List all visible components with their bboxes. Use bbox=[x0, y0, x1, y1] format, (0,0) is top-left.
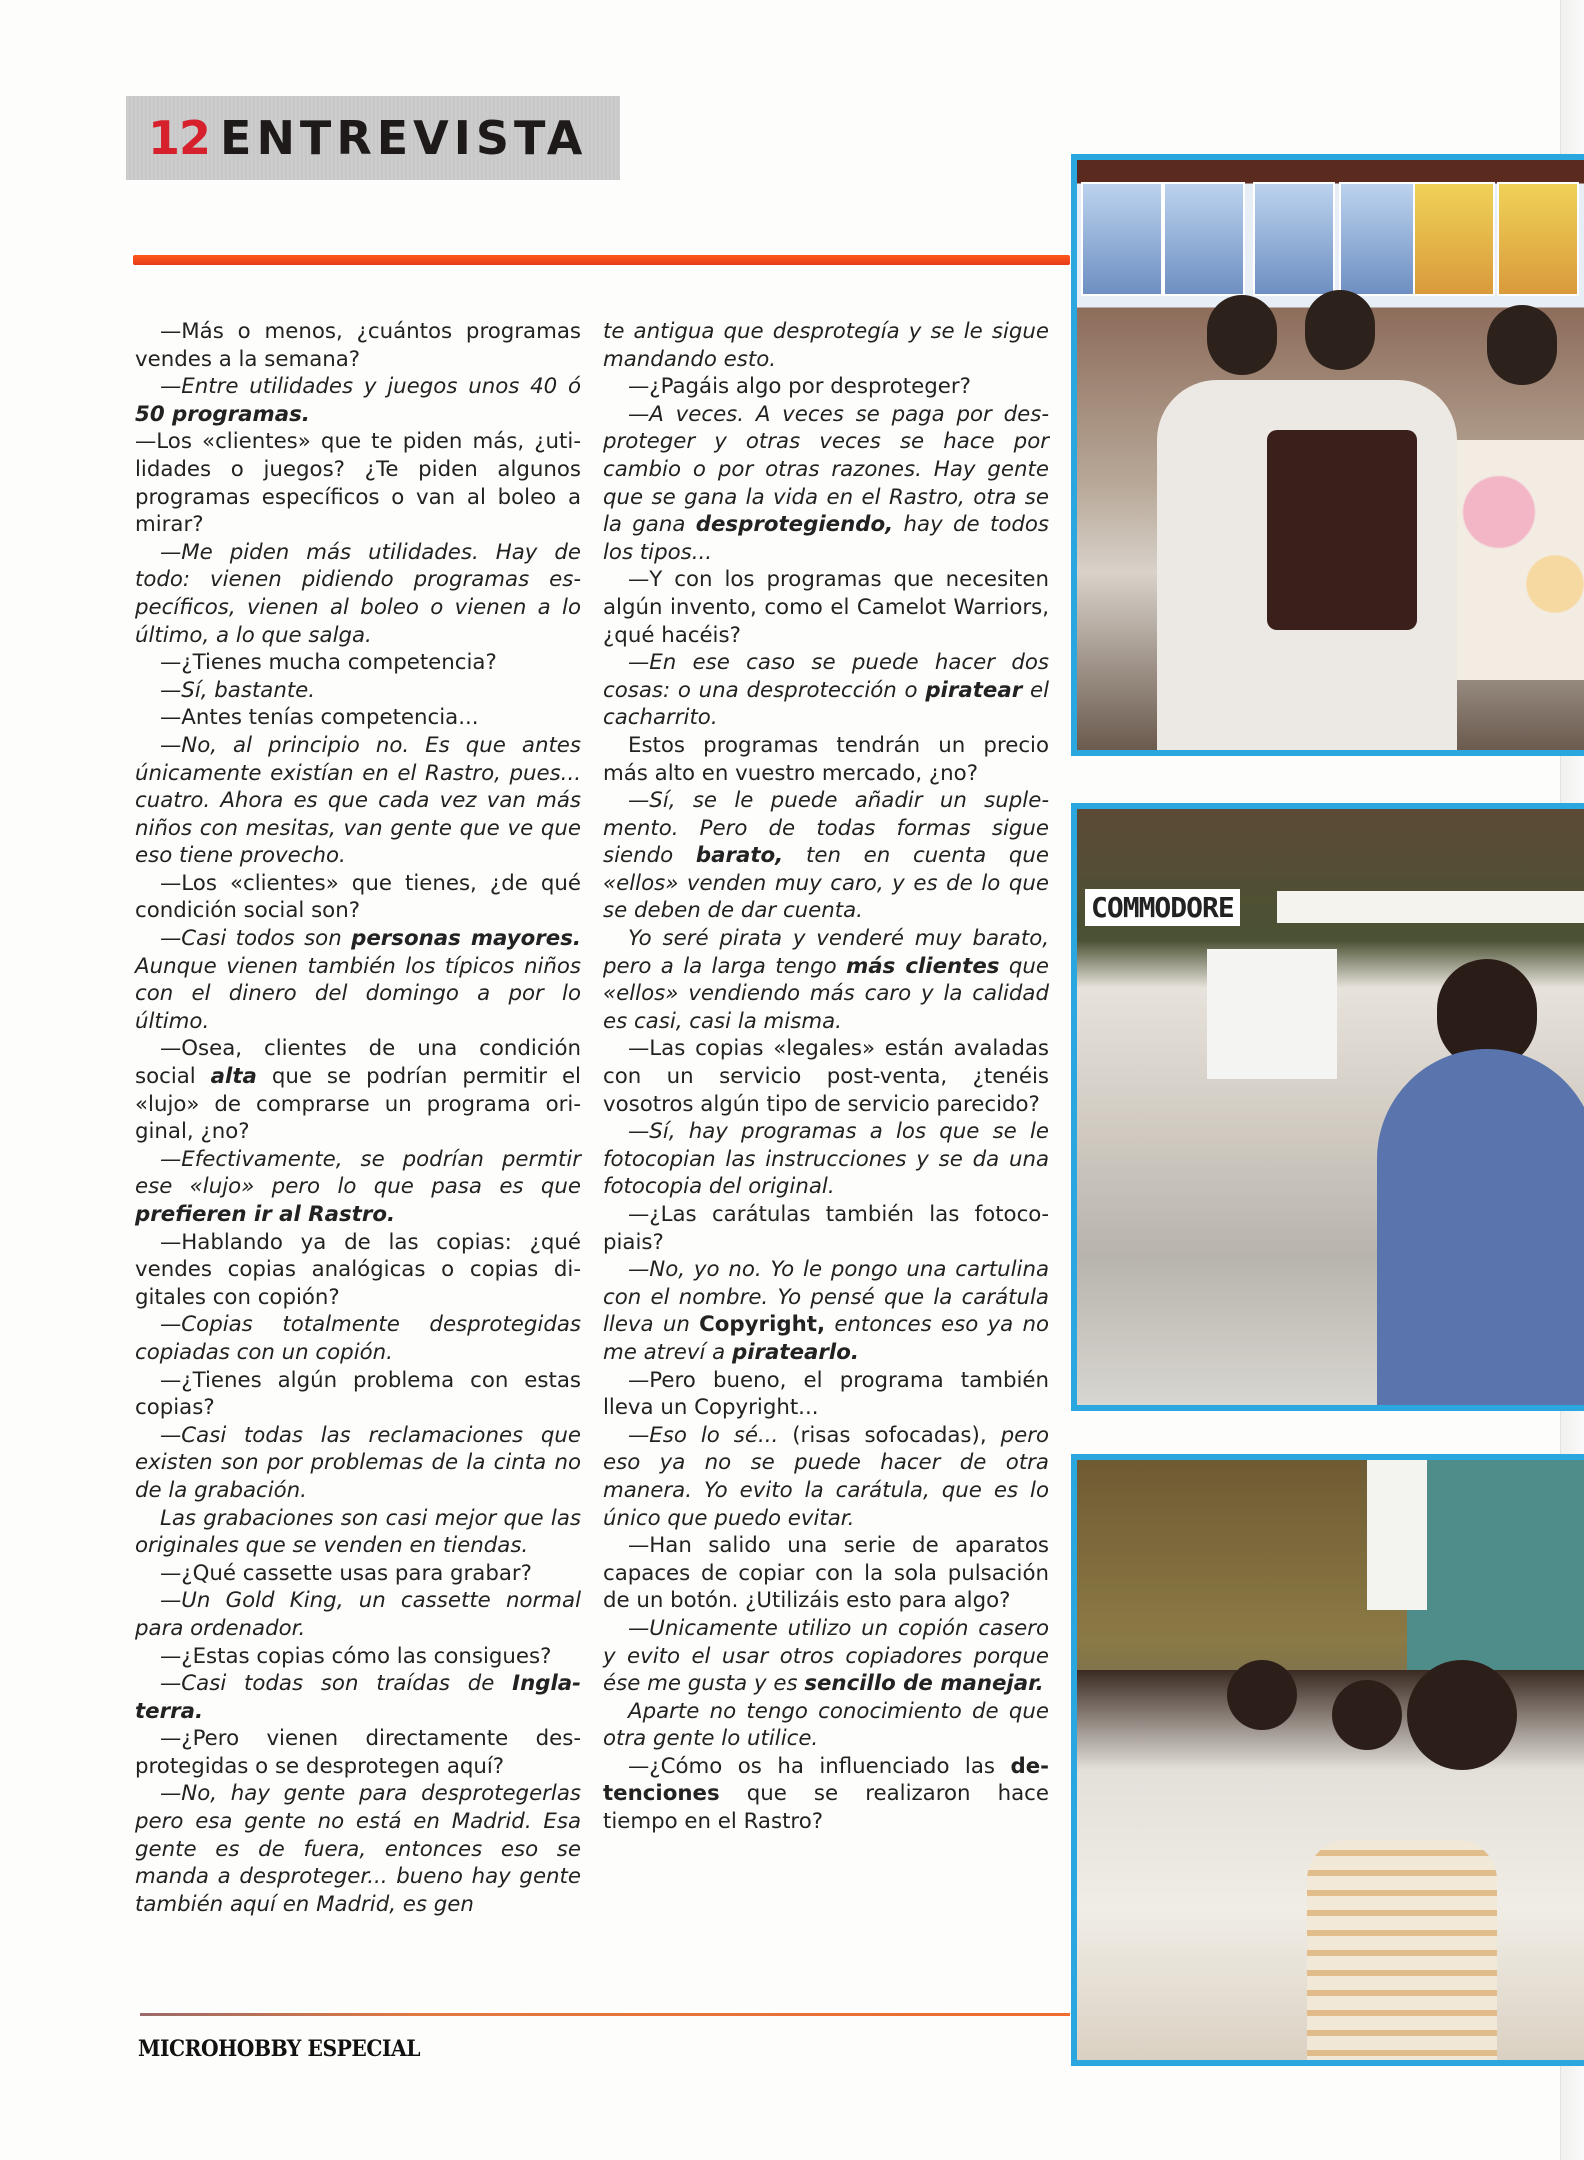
text-run: que se realizaron hace tiempo en el Rastro? bbox=[603, 1781, 1049, 1835]
interview-answer bbox=[603, 1256, 1049, 1366]
backpack bbox=[1267, 430, 1417, 630]
text-run: —¿Tienes mucha competencia? bbox=[160, 650, 497, 676]
emphasis: piratear bbox=[925, 677, 1023, 703]
emphasis: piratearlo. bbox=[732, 1339, 859, 1365]
person-head bbox=[1207, 295, 1277, 375]
interview-answer bbox=[603, 401, 1049, 567]
text-run: —Antes tenías competencia... bbox=[160, 705, 479, 731]
text-run: que se podrían permitir el «lujo» de comprarse un programa original, ¿no? bbox=[135, 1064, 581, 1145]
text-run: —Los «clientes» que te piden más, ¿utilidades o juegos? ¿Te piden algunos programas específicos o van al boleo a mirar? bbox=[135, 429, 581, 538]
text-run: el cacharrito. bbox=[603, 677, 1049, 731]
text-run: —Un Gold King, un cassette normal para ordenador. bbox=[135, 1588, 581, 1641]
text-run: —No, yo no. Yo le pongo una cartulina con el nombre. Yo pensé que la carátula lleva un bbox=[603, 1257, 1049, 1338]
interview-answer bbox=[603, 1615, 1049, 1698]
text-run: —Casi todos son bbox=[160, 926, 352, 952]
spectrum-sign bbox=[1277, 891, 1584, 923]
poster bbox=[1253, 182, 1335, 296]
text-run: —Los «clientes» que tienes, ¿de qué condición social son? bbox=[135, 870, 581, 924]
text-run: hay de todos los tipos... bbox=[603, 512, 1049, 565]
text-run: —Casi todas las reclamaciones que existen son por problemas de la cinta no de la grabación. bbox=[135, 1422, 581, 1503]
interview-answer bbox=[135, 373, 581, 428]
text-run: que «ellos» vendiendo más caro y la calidad es casi, casi la misma. bbox=[603, 953, 1049, 1034]
photo-market-stall-posters bbox=[1071, 154, 1584, 756]
interview-question bbox=[135, 1035, 581, 1145]
person-head bbox=[1487, 305, 1557, 385]
interview-question bbox=[135, 1643, 581, 1671]
text-run: pero eso ya no se puede hacer de otra manera. Yo evito la carátula, que es lo único que puedo evitar. bbox=[603, 1422, 1049, 1531]
page-number: 12 bbox=[148, 111, 211, 165]
interview-question bbox=[603, 1532, 1049, 1615]
text-run: te antigua que desprotegía y se le sigue mandando esto. bbox=[603, 319, 1049, 372]
interview-question bbox=[135, 649, 581, 677]
poster bbox=[1339, 182, 1421, 296]
section-header bbox=[126, 96, 620, 180]
section-title: ENTREVISTA bbox=[220, 111, 588, 165]
emphasis: prefieren ir al Rastro. bbox=[135, 1202, 396, 1227]
photo-commodore-stand bbox=[1071, 803, 1584, 1411]
text-run: —Copias totalmente desprotegidas copiadas con un copión. bbox=[135, 1312, 581, 1365]
text-run: —¿Tienes algún problema con estas copias? bbox=[135, 1367, 581, 1421]
interview-question bbox=[135, 1725, 581, 1780]
interview-answer bbox=[135, 1422, 581, 1505]
poster-sherlock-holmes bbox=[1413, 182, 1495, 296]
interview-question bbox=[135, 870, 581, 925]
text-run: —Más o menos, ¿cuántos programas vendes a la semana? bbox=[135, 319, 581, 372]
interview-question bbox=[603, 732, 1049, 787]
text-run: Aunque vienen también los típicos niños con el dinero del domingo a por lo último. bbox=[135, 953, 581, 1034]
interview-question bbox=[603, 1035, 1049, 1118]
text-run: —¿Qué cassette usas para grabar? bbox=[160, 1560, 532, 1586]
emphasis: desprotegiendo, bbox=[695, 512, 894, 538]
interview-answer bbox=[135, 1780, 581, 1918]
interview-answer bbox=[135, 925, 581, 1035]
person-head bbox=[1332, 1680, 1402, 1750]
emphasis: sencillo de manejar. bbox=[804, 1671, 1044, 1697]
interview-answer bbox=[603, 318, 1049, 373]
text-run: —¿Las carátulas también las fotocopiais? bbox=[603, 1202, 1049, 1255]
interview-answer bbox=[135, 1311, 581, 1366]
text-run: Aparte no tengo conocimiento de que otra gente lo utilice. bbox=[603, 1698, 1049, 1752]
text-run: ten en cuenta que «ellos» venden muy caro, y es de lo que se deben de dar cuenta. bbox=[603, 843, 1049, 924]
text-run: —¿Estas copias cómo las consigues? bbox=[160, 1643, 552, 1669]
text-run: —Sí, hay programas a los que se le fotocopian las instrucciones y se da una fotocopia del original. bbox=[603, 1119, 1049, 1200]
interview-answer bbox=[603, 1422, 1049, 1532]
text-run: —En ese caso se puede hacer dos cosas: o una desprotección o bbox=[603, 650, 1049, 703]
interview-answer bbox=[603, 649, 1049, 732]
text-run: —Unicamente utilizo un copión casero y evito el usar otros copiadores porque ése me gusta y es bbox=[603, 1615, 1049, 1697]
text-run: —Pero bueno, el programa también lleva un Copyright... bbox=[603, 1367, 1049, 1421]
photo-rastro-crowd bbox=[1071, 1454, 1584, 2066]
text-run: Yo seré pirata y venderé muy barato, pero a la larga tengo bbox=[603, 926, 1049, 979]
interview-question bbox=[135, 428, 581, 538]
interview-answer bbox=[135, 1587, 581, 1642]
interview-question bbox=[603, 1201, 1049, 1256]
top-divider-rule bbox=[133, 255, 1070, 265]
interview-question bbox=[135, 704, 581, 732]
text-run: entonces eso ya no me atreví a bbox=[603, 1312, 1049, 1365]
sky bbox=[1367, 1460, 1427, 1610]
text-run: Estos programas tendrán un precio más alto en vuestro mercado, ¿no? bbox=[603, 732, 1049, 786]
person-head bbox=[1227, 1660, 1297, 1730]
emphasis: detenciones bbox=[603, 1753, 1049, 1807]
article-column-middle bbox=[603, 318, 1049, 1836]
text-run: —Y con los programas que necesiten algún invento, como el Camelot Warriors, ¿qué hacéis? bbox=[603, 567, 1049, 648]
text-run: —Hablando ya de las copias: ¿qué vendes copias analógicas o copias digitales con copión? bbox=[135, 1229, 581, 1310]
interview-question bbox=[603, 1753, 1049, 1836]
text-run: —¿Cómo os ha influenciado las bbox=[628, 1753, 1011, 1779]
person-head bbox=[1305, 290, 1375, 370]
bottom-divider-rule bbox=[140, 2013, 1070, 2016]
text-run: —Eso lo sé... bbox=[628, 1422, 793, 1448]
commodore-sign: COMMODORE bbox=[1085, 889, 1240, 926]
text-run: Las grabaciones son casi mejor que las originales que se venden en tiendas. bbox=[135, 1505, 581, 1559]
interview-answer bbox=[603, 1118, 1049, 1201]
interview-answer bbox=[135, 1670, 581, 1725]
patterned-fabric bbox=[1457, 440, 1584, 680]
text-run: —Entre utilidades y juegos unos 40 ó bbox=[160, 374, 581, 400]
emphasis: Inglaterra. bbox=[135, 1671, 581, 1724]
article-column-left bbox=[135, 318, 581, 1918]
text-run: —Sí, bastante. bbox=[160, 677, 316, 703]
text-run: (risas sofocadas), bbox=[792, 1422, 987, 1448]
interview-answer bbox=[135, 677, 581, 705]
interview-answer bbox=[603, 1698, 1049, 1753]
text-run: —Las copias «legales» están avaladas con un servicio post-venta, ¿tenéis vosotros algún tipo de servicio parecido? bbox=[603, 1036, 1049, 1117]
interview-question bbox=[603, 566, 1049, 649]
text-run: —Han salido una serie de aparatos capaces de copiar con la sola pulsación de un botón. ¿Utilizáis esto para algo? bbox=[603, 1533, 1049, 1614]
text-run: —No, al principio no. Es que antes únicamente existían en el Rastro, pues... cuatro. Ahora es que cada vez van más niños con mesitas, van gente que ve que eso tiene provecho. bbox=[135, 732, 581, 869]
person-blue-shirt bbox=[1377, 1049, 1584, 1409]
interview-question bbox=[603, 1367, 1049, 1422]
checked-shirt bbox=[1307, 1840, 1497, 2066]
text-run: —Efectivamente, se podrían permtir ese «lujo» pero lo que pasa es que bbox=[135, 1146, 581, 1200]
emphasis: 50 programas. bbox=[135, 401, 310, 427]
text-run: —Casi todas son traídas de bbox=[160, 1671, 513, 1697]
text-run: —¿Pagáis algo por desproteger? bbox=[628, 374, 971, 400]
text-run: —¿Pero vienen directamente desprotegidas o se desprotegen aquí? bbox=[135, 1726, 581, 1779]
emphasis: barato, bbox=[695, 843, 784, 869]
text-run: —Me piden más utilidades. Hay de todo: vienen pidiendo programas específicos, vienen al boleo o vienen a lo último, a lo que salga. bbox=[135, 539, 581, 648]
interview-question bbox=[135, 318, 581, 373]
interview-question bbox=[135, 1229, 581, 1312]
text-run: —Osea, clientes de una condición social bbox=[135, 1036, 581, 1090]
stall-banner bbox=[1207, 949, 1337, 1079]
interview-question bbox=[135, 1560, 581, 1588]
person-head bbox=[1407, 1660, 1517, 1770]
emphasis: más clientes bbox=[846, 953, 1000, 979]
text-run: —A veces. A veces se paga por desproteger y otras veces se hace por cambio o por otras razones. Hay gente que se gana la vida en el Rastro, otra se la gana bbox=[603, 401, 1049, 538]
emphasis: alta bbox=[210, 1064, 257, 1090]
interview-answer bbox=[603, 787, 1049, 925]
interview-answer bbox=[135, 1505, 581, 1560]
text-run: —No, hay gente para desprotegerlas pero esa gente no está en Madrid. Esa gente es de fuera, entonces eso se manda a desproteger... bueno hay gente también aquí en Madrid, es gen bbox=[135, 1781, 581, 1917]
poster-sherlock-holmes bbox=[1497, 182, 1579, 296]
interview-question bbox=[135, 1367, 581, 1422]
emphasis: Copyright, bbox=[699, 1312, 826, 1338]
poster bbox=[1163, 182, 1245, 296]
interview-answer bbox=[135, 539, 581, 649]
poster bbox=[1081, 182, 1163, 296]
interview-question bbox=[603, 373, 1049, 401]
interview-answer bbox=[603, 925, 1049, 1035]
publication-footer: MICROHOBBY ESPECIAL bbox=[138, 2036, 421, 2062]
interview-answer bbox=[135, 1146, 581, 1229]
emphasis: personas mayores. bbox=[351, 926, 582, 952]
text-run: —Sí, se le puede añadir un suplemento. Pero de todas formas sigue siendo bbox=[603, 788, 1049, 869]
interview-answer bbox=[135, 732, 581, 870]
